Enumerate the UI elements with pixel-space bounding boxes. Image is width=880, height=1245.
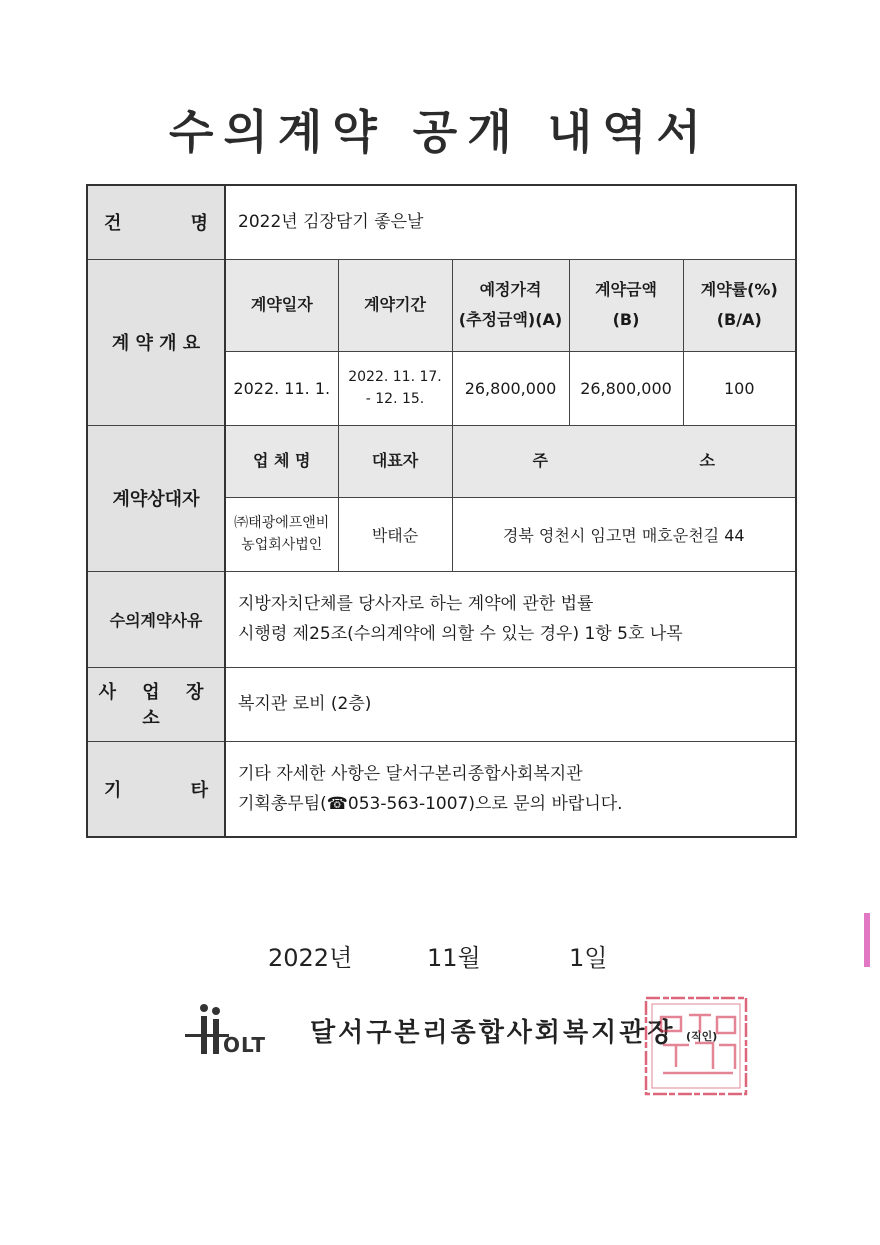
site-label: 사 업 장 소 [87, 667, 225, 741]
date-month: 11월 [427, 944, 481, 972]
company-name-value: ㈜태광에프앤비 농업회사법인 [225, 497, 338, 571]
header-contract-rate: 계약률(%) (B/A) [683, 259, 796, 351]
contract-period-value: 2022. 11. 17. - 12. 15. [338, 351, 452, 425]
official-seal-stamp [643, 995, 751, 1099]
date-year: 2022년 [268, 944, 353, 972]
reason-value: 지방자치단체를 당사자로 하는 계약에 관한 법률 시행령 제25조(수의계약에 의할 수 있는 경우) 1항 5호 나목 [225, 571, 796, 667]
site-row [87, 667, 796, 741]
header-contract-period: 계약기간 [338, 259, 452, 351]
other-row [87, 741, 796, 837]
reason-label: 수의계약사유 [87, 571, 225, 667]
seal-note: (직인) [686, 1030, 718, 1043]
contract-name-row [87, 185, 796, 259]
overview-header-row [87, 259, 796, 351]
counterparty-header-row [87, 425, 796, 497]
reason-row [87, 571, 796, 667]
contract-amount-value: 26,800,000 [569, 351, 683, 425]
header-contract-date: 계약일자 [225, 259, 338, 351]
header-representative: 대표자 [338, 425, 452, 497]
contract-date-value: 2022. 11. 1. [225, 351, 338, 425]
header-contract-amount: 계약금액 (B) [569, 259, 683, 351]
other-label: 기 타 [87, 741, 225, 837]
counterparty-label: 계약상대자 [87, 425, 225, 571]
pink-edge-mark [864, 913, 870, 967]
header-address: 주 소 [452, 425, 796, 497]
header-estimated-price: 예정가격 (추정금액)(A) [452, 259, 569, 351]
organization-name: 달서구본리종합사회복지관장 [310, 1018, 676, 1048]
site-value: 복지관 로비 (2층) [225, 667, 796, 741]
contract-table [86, 184, 797, 838]
contract-name-value: 2022년 김장담기 좋은날 [225, 185, 796, 259]
contract-name-label: 건 명 [87, 185, 225, 259]
overview-label: 계 약 개 요 [87, 259, 225, 425]
representative-value: 박태순 [338, 497, 452, 571]
other-value: 기타 자세한 사항은 달서구본리종합사회복지관 기획총무팀(☎053-563-1007)으로 문의 바랍니다. [225, 741, 796, 837]
estimated-price-value: 26,800,000 [452, 351, 569, 425]
date-day: 1일 [569, 944, 608, 972]
organization-logo [183, 1000, 298, 1058]
header-company: 업 체 명 [225, 425, 338, 497]
address-value: 경북 영천시 임고면 매호운천길 44 [452, 497, 796, 571]
page-title: 수의계약 공개 내역서 [169, 105, 711, 159]
logo-text: OLT [223, 1033, 267, 1057]
contract-rate-value: 100 [683, 351, 796, 425]
